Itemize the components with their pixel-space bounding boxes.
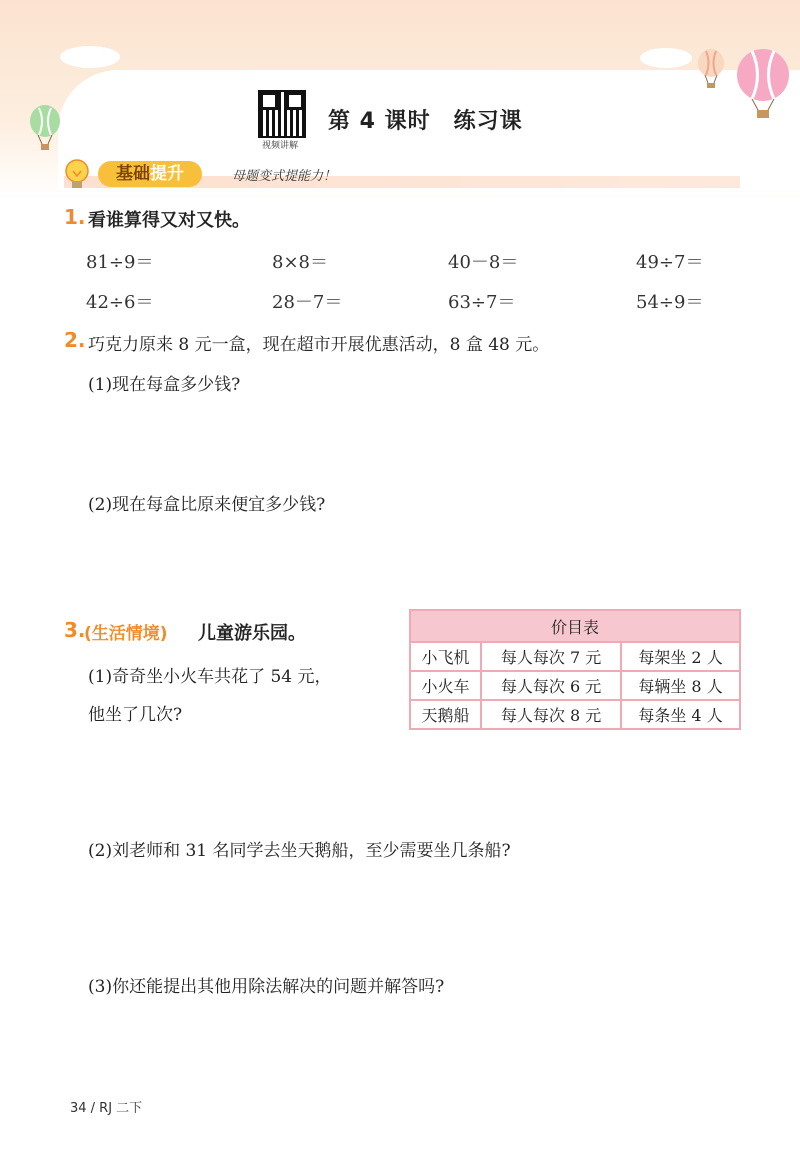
table-cell: 每人每次 8 元 [481, 700, 621, 729]
table-cell: 天鹅船 [410, 700, 481, 729]
q3-tag: (生活情境) [84, 624, 168, 644]
q3-sub1-line1: (1)奇奇坐小火车共花了 54 元， [88, 667, 332, 687]
q3-sub1-line2: 他坐了几次? [88, 705, 183, 725]
balloon-small-icon [696, 48, 726, 92]
table-row [410, 700, 740, 729]
q2-text: 巧克力原来 8 元一盒，现在超市开展优惠活动，8 盒 48 元。 [88, 335, 550, 355]
page-footer: 34 / RJ 二下 [70, 1101, 143, 1116]
price-table-title: 价目表 [410, 610, 740, 642]
section-badge [98, 161, 202, 187]
page-title: 第 4 课时 练习课 [328, 109, 523, 134]
balloon-pink-icon [734, 48, 792, 120]
table-cell: 每人每次 6 元 [481, 671, 621, 700]
q2-number: 2. [64, 328, 86, 352]
section-badge-part2: 提升 [150, 164, 184, 184]
q1-text: 看谁算得又对又快。 [88, 210, 250, 231]
q2-sub1: (1)现在每盒多少钱? [88, 375, 241, 395]
table-cell: 每辆坐 8 人 [621, 671, 740, 700]
qr-label: 视频讲解 [261, 141, 298, 151]
table-cell: 每架坐 2 人 [621, 642, 740, 671]
q3-sub3: (3)你还能提出其他用除法解决的问题并解答吗? [88, 977, 445, 997]
table-cell: 每条坐 4 人 [621, 700, 740, 729]
cloud-decoration [640, 48, 692, 68]
price-table [409, 609, 741, 730]
section-badge-part1: 基础 [116, 164, 150, 184]
q1-calc: 8×8＝ [272, 252, 328, 273]
q3-sub2: (2)刘老师和 31 名同学去坐天鹅船，至少需要坐几条船? [88, 841, 511, 861]
q1-number: 1. [64, 205, 86, 229]
q1-calc: 28－7＝ [272, 292, 343, 313]
q1-calc: 63÷7＝ [448, 292, 516, 313]
qr-code[interactable] [258, 90, 306, 138]
q1-calc: 42÷6＝ [86, 292, 154, 313]
section-subtitle: 母题变式提能力！ [232, 169, 337, 184]
q2-sub2: (2)现在每盒比原来便宜多少钱? [88, 495, 326, 515]
cloud-decoration [60, 46, 120, 68]
q1-calc: 54÷9＝ [636, 292, 704, 313]
q1-calc: 40－8＝ [448, 252, 519, 273]
table-cell: 小飞机 [410, 642, 481, 671]
q1-calc: 81÷9＝ [86, 252, 154, 273]
table-cell: 小火车 [410, 671, 481, 700]
q1-calc: 49÷7＝ [636, 252, 704, 273]
q3-number: 3. [64, 618, 86, 642]
lightbulb-icon [62, 158, 92, 192]
table-row [410, 671, 740, 700]
q3-text: 儿童游乐园。 [198, 623, 306, 644]
table-cell: 每人每次 7 元 [481, 642, 621, 671]
table-row [410, 642, 740, 671]
balloon-green-icon [28, 104, 62, 154]
